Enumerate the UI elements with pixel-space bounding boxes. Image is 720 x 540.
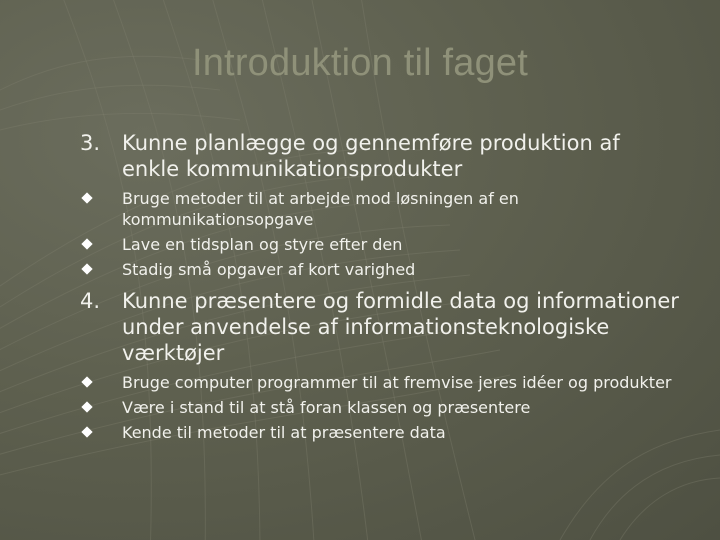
- bullet-text: Stadig små opgaver af kort varighed: [122, 260, 416, 279]
- diamond-bullet-icon: [81, 401, 92, 412]
- diamond-bullet-icon: [81, 192, 92, 203]
- slide-title: Introduktion til faget: [191, 42, 529, 84]
- bullet-text: Være i stand til at stå foran klassen og præsentere: [122, 398, 531, 417]
- section-heading: Kunne planlægge og gennemføre produktion af enkle kommunikationsprodukter: [122, 131, 620, 181]
- diamond-bullet-icon: [81, 426, 92, 437]
- diamond-bullet-icon: [81, 238, 92, 249]
- diamond-bullet-icon: [81, 263, 92, 274]
- bullet-text: Bruge metoder til at arbejde mod løsningen af en kommunikationsopgave: [122, 189, 519, 229]
- list-item: [80, 234, 680, 255]
- section-number: 4.: [80, 289, 101, 313]
- bullet-text: Lave en tidsplan og styre efter den: [122, 235, 403, 254]
- list-item: [80, 372, 680, 393]
- slide-body: [80, 130, 680, 447]
- diamond-bullet-icon: [81, 376, 92, 387]
- list-item: [80, 397, 680, 418]
- list-item: [80, 188, 680, 230]
- section-4: [80, 288, 680, 366]
- section-heading: Kunne præsentere og formidle data og informationer under anvendelse af informationsteknologiske værktøjer: [122, 289, 679, 365]
- list-item: [80, 259, 680, 280]
- section-3: [80, 130, 680, 182]
- section-number: 3.: [80, 131, 101, 155]
- bullet-text: Kende til metoder til at præsentere data: [122, 423, 446, 442]
- list-item: [80, 422, 680, 443]
- bullet-text: Bruge computer programmer til at fremvise jeres idéer og produkter: [122, 373, 672, 392]
